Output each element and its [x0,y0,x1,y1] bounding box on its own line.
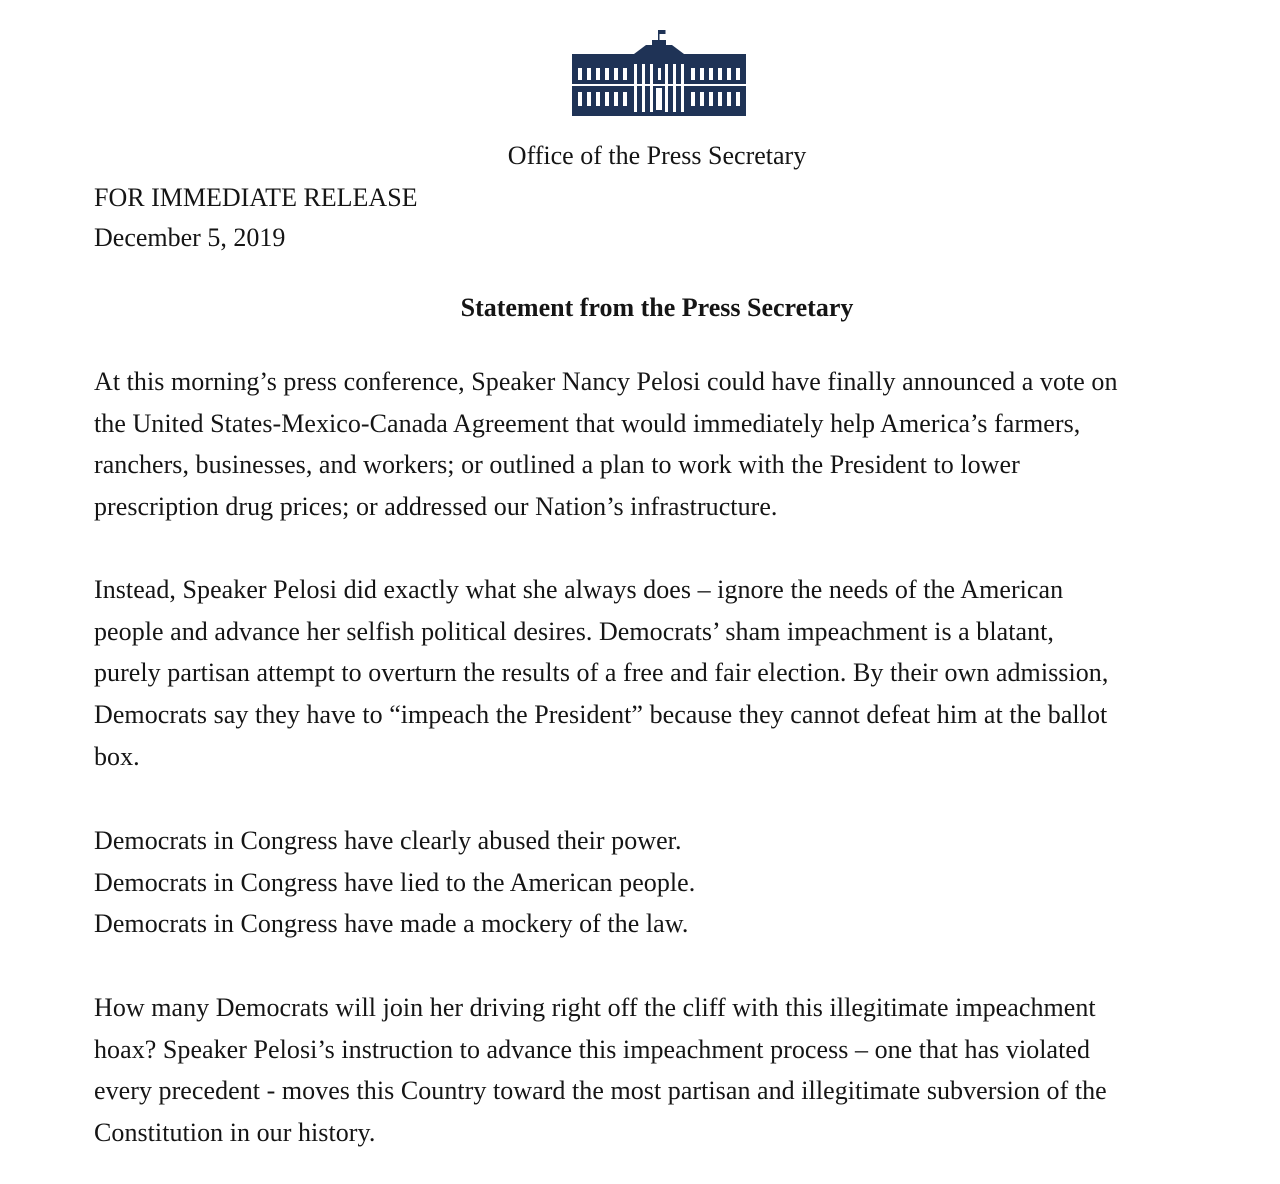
paragraph-3 [94,820,1244,945]
paragraph-line: Democrats in Congress have made a mockery of the law. [94,909,689,939]
white-house-icon [568,30,750,120]
paragraph-2 [94,569,1244,778]
paragraph-1 [94,361,1244,528]
paragraph-line: Constitution in our history. [94,1118,376,1148]
paragraph-line: people and advance her selfish political desires. Democrats’ sham impeachment is a blatant, [94,616,1054,646]
paragraph-line: prescription drug prices; or addressed our Nation’s infrastructure. [94,492,778,522]
paragraph-line: How many Democrats will join her driving right off the cliff with this illegitimate impeachment [94,993,1096,1022]
statement-title: Statement from the Press Secretary [460,293,854,322]
release-date: December 5, 2019 [94,223,286,252]
paragraph-line: Democrats in Congress have lied to the American people. [94,867,696,897]
paragraph-4 [94,987,1244,1154]
paragraph-line: At this morning’s press conference, Speaker Nancy Pelosi could have finally announced a vote on [94,367,1118,396]
paragraph-line: ranchers, businesses, and workers; or outlined a plan to work with the President to lower [94,450,1020,480]
paragraph-line: Instead, Speaker Pelosi did exactly what she always does – ignore the needs of the American [94,575,1064,604]
paragraph-line: purely partisan attempt to overturn the results of a free and fair election. By their own admission, [94,658,1109,688]
paragraph-line: the United States-Mexico-Canada Agreement that would immediately help America’s farmers, [94,408,1081,438]
release-label: FOR IMMEDIATE RELEASE [94,183,418,212]
paragraph-line: Democrats in Congress have clearly abused their power. [94,826,682,855]
office-name: Office of the Press Secretary [507,141,807,170]
paragraph-line: Democrats say they have to “impeach the President” because they cannot defeat him at the ballot [94,700,1108,730]
paragraph-line: box. [94,741,140,771]
paragraph-line: hoax? Speaker Pelosi’s instruction to advance this impeachment process – one that has violated [94,1034,1091,1064]
paragraph-line: every precedent - moves this Country toward the most partisan and illegitimate subversion of the [94,1076,1107,1106]
